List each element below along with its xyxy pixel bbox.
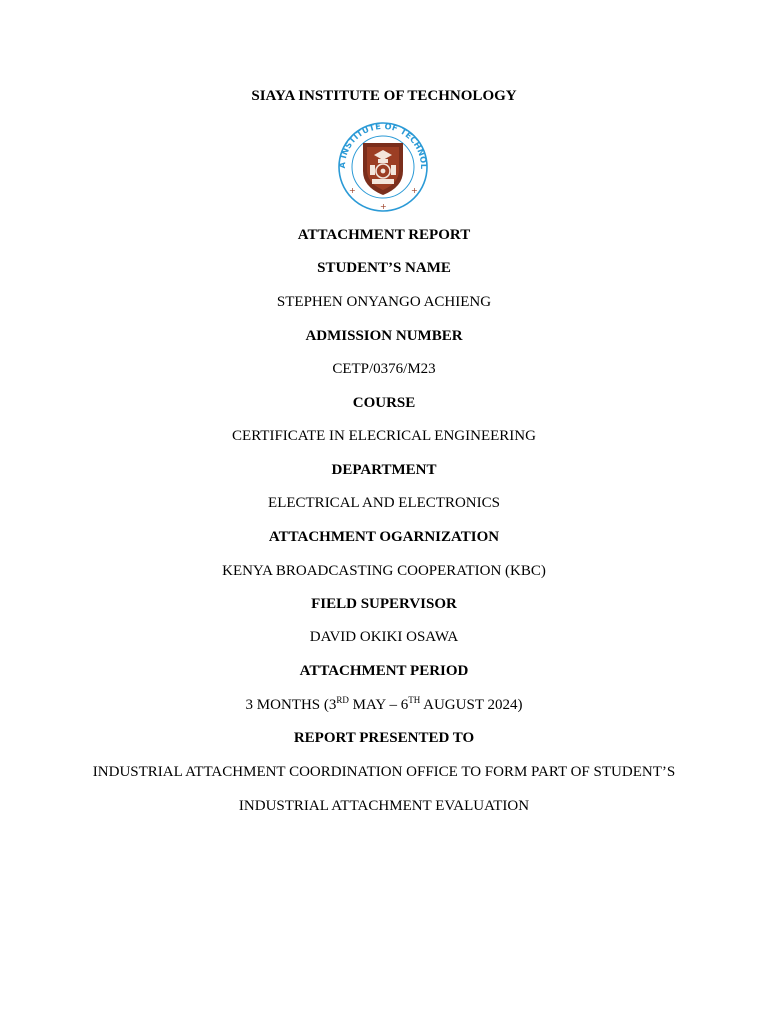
period-superscript-rd: RD	[336, 695, 349, 705]
institute-logo	[330, 121, 436, 213]
svg-text:+: +	[349, 186, 356, 195]
department-value: ELECTRICAL AND ELECTRONICS	[268, 495, 500, 511]
presented-to-line-1: INDUSTRIAL ATTACHMENT COORDINATION OFFICE TO FORM PART OF STUDENT’S	[92, 764, 676, 780]
period-superscript-th: TH	[408, 695, 421, 705]
institution-title: SIAYA INSTITUTE OF TECHNOLOGY	[251, 88, 517, 104]
svg-text:SIAYA INSTITUTE OF TECHNOLOGY: A INSTITUTE OF TECHNOL	[336, 121, 430, 169]
period-text-middle: MAY – 6	[348, 697, 409, 713]
presented-to-line-2: INDUSTRIAL ATTACHMENT EVALUATION	[238, 798, 530, 814]
admission-number-label: ADMISSION NUMBER	[305, 328, 463, 344]
student-name-label: STUDENT’S NAME	[317, 260, 451, 276]
period-text-end: AUGUST 2024)	[420, 697, 523, 713]
organization-value: KENYA BROADCASTING COOPERATION (KBC)	[222, 563, 546, 579]
svg-text:+: +	[380, 202, 387, 211]
student-name-value: STEPHEN ONYANGO ACHIENG	[276, 294, 492, 310]
supervisor-value: DAVID OKIKI OSAWA	[309, 629, 459, 645]
course-value: CERTIFICATE IN ELECRICAL ENGINEERING	[232, 428, 536, 444]
period-text-start: 3 MONTHS (3	[245, 697, 337, 713]
period-value	[0, 696, 768, 714]
course-label: COURSE	[352, 395, 416, 411]
report-title: ATTACHMENT REPORT	[297, 227, 471, 243]
svg-text:+: +	[411, 186, 418, 195]
organization-label: ATTACHMENT OGARNIZATION	[268, 529, 500, 545]
presented-to-label: REPORT PRESENTED TO	[293, 730, 475, 746]
department-label: DEPARTMENT	[331, 462, 437, 478]
institute-seal-icon	[330, 121, 436, 213]
supervisor-label: FIELD SUPERVISOR	[311, 596, 457, 612]
admission-number-value: CETP/0376/M23	[332, 361, 436, 377]
period-label: ATTACHMENT PERIOD	[299, 663, 469, 679]
